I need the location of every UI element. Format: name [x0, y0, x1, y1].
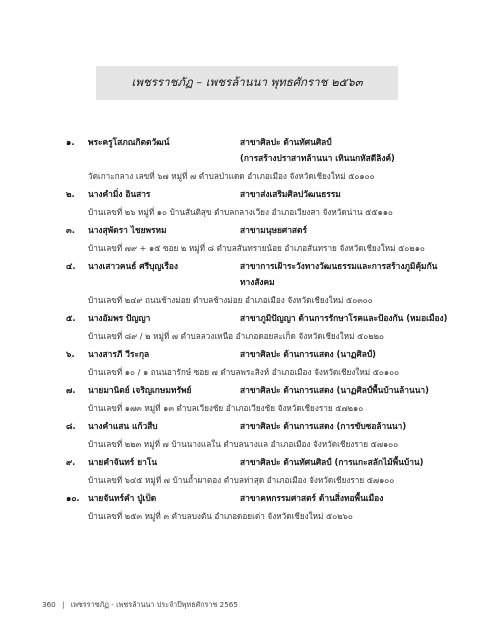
header-banner: [96, 66, 398, 100]
awardee-address: บ้านเลขที่ ๒๒๓ หมู่ที่ ๗ บ้านนางแลใน ตำบลนางแล อำเภอเมือง จังหวัดเชียงราย ๕๗๑๐๐: [88, 439, 399, 449]
awardee-list: [66, 134, 466, 526]
entry-number: ๔.: [66, 261, 76, 271]
awardee-address: บ้านเลขที่ ๒๕๓ หมู่ที่ ๓ ตำบลบงตัน อำเภอดอยเต่า จังหวัดเชียงใหม่ ๕๐๒๖๐: [88, 511, 353, 521]
entry-header-row: [66, 490, 466, 506]
awardee-name: นายจันทร์คำ ปู่เป็ด: [88, 493, 157, 503]
award-field-continuation: ทางสังคม: [240, 277, 275, 287]
awardee-address: บ้านเลขที่ ๑๗๓ หมู่ที่ ๑๓ ตำบลเวียงชัย อำเภอเวียงชัย จังหวัดเชียงราย ๕๗๒๑๐: [88, 403, 364, 413]
award-field: สาขาการเฝ้าระวังทางวัฒนธรรมและการสร้างภูมิคุ้มกัน: [240, 261, 438, 271]
awardee-name: นางคำมิ่ง อินสาร: [88, 189, 151, 199]
page-title: เพชรราชภัฏ – เพชรล้านนา พุทธศักราช ๒๕๖๓: [131, 75, 363, 89]
awardee-name: นางสุพัตรา ไชยพรหม: [88, 225, 167, 235]
awardee-entry: [66, 186, 466, 220]
awardee-name: นางคำแสน แก้วสืบ: [88, 421, 158, 431]
awardee-name: นางเสาวคนธ์ ศรีบุญเรือง: [88, 261, 178, 271]
awardee-name: นายมานิตย์ เจริญเกษมทรัพย์: [88, 385, 192, 395]
entry-number: ๑๐.: [66, 493, 80, 503]
entry-number: ๘.: [66, 421, 76, 431]
awardee-address: วัดเกาะกลาง เลขที่ ๖๗ หมู่ที่ ๗ ตำบลป่าแดด อำเภอเมือง จังหวัดเชียงใหม่ ๕๐๑๐๐: [88, 171, 375, 181]
page-number: 360: [42, 600, 56, 609]
entry-header-row: [66, 454, 466, 470]
award-field: สาขาศิลปะ ด้านการแสดง (การขับซอล้านนา): [240, 421, 407, 431]
entry-header-row: [66, 134, 466, 150]
award-field: สาขาศิลปะ ด้านทัศนศิลป์: [240, 137, 332, 147]
entry-number: ๗.: [66, 385, 76, 395]
entry-number: ๑.: [66, 137, 75, 147]
awardee-entry: [66, 490, 466, 524]
awardee-entry: [66, 134, 466, 184]
page-footer: [42, 600, 238, 611]
award-field: สาขาส่งเสริมศิลปวัฒนธรรม: [240, 189, 341, 199]
award-field: สาขาศิลปะ ด้านการแสดง (นาฏศิลป์): [240, 349, 376, 359]
entry-header-row: [66, 418, 466, 434]
awardee-entry: [66, 258, 466, 308]
awardee-entry: [66, 382, 466, 416]
awardee-address: บ้านเลขที่ ๗๙ + ๑๕ ซอย ๒ หมู่ที่ ๘ ตำบลสันทรายน้อย อำเภอสันทราย จังหวัดเชียงใหม่ ๕๐๒๑๐: [88, 243, 425, 253]
entry-number: ๓.: [66, 225, 75, 235]
footer-separator: |: [62, 600, 65, 609]
award-field: สาขาภูมิปัญญา ด้านการรักษาโรคและป้องกัน (หมอเมือง): [240, 313, 448, 323]
entry-number: ๖.: [66, 349, 75, 359]
awardee-name: พระครูโสภณกิตตวัฒน์: [88, 137, 170, 147]
awardee-name: นางสารภี วีระกุล: [88, 349, 150, 359]
awardee-entry: [66, 346, 466, 380]
entry-header-row: [66, 258, 466, 274]
awardee-entry: [66, 454, 466, 488]
entry-header-row: [66, 346, 466, 362]
awardee-address: บ้านเลขที่ ๖๔๕ หมู่ที่ ๗ บ้านถ้ำผาตอง ตำบลท่าสุด อำเภอเมือง จังหวัดเชียงราย ๕๗๑๐๐: [88, 475, 395, 485]
footer-text: เพชรราชภัฏ - เพชรล้านนา ประจำปีพุทธศักราช 2565: [70, 600, 238, 609]
entry-number: ๙.: [66, 457, 76, 467]
awardee-address: บ้านเลขที่ ๒๖ หมู่ที่ ๑๐ บ้านสันติสุข ตำบลกลางเวียง อำเภอเวียงสา จังหวัดน่าน ๕๕๑๑๐: [88, 207, 393, 217]
awardee-address: บ้านเลขที่ ๑๐ / ๑ ถนนอารักษ์ ซอย ๗ ตำบลพระสิงห์ อำเภอเมือง จังหวัดเชียงใหม่ ๕๐๑๐๐: [88, 367, 400, 377]
entry-header-row: [66, 186, 466, 202]
entry-header-row: [66, 382, 466, 398]
awardee-entry: [66, 418, 466, 452]
awardee-name: นางอัมพร ปัญญา: [88, 313, 151, 323]
awardee-entry: [66, 222, 466, 256]
entry-number: ๒.: [66, 189, 75, 199]
entry-header-row: [66, 222, 466, 238]
award-field-continuation: (การสร้างปราสาทล้านนา เทินนกหัสดีลิงค์): [240, 153, 395, 163]
awardee-address: บ้านเลขที่ ๘๙ / ๒ หมู่ที่ ๗ ตำบลลวงเหนือ อำเภอดอยสะเก็ด จังหวัดเชียงใหม่ ๕๐๒๒๐: [88, 331, 385, 341]
entry-number: ๕.: [66, 313, 76, 323]
awardee-entry: [66, 310, 466, 344]
award-field: สาขาศิลปะ ด้านการแสดง (นาฏศิลป์พื้นบ้านล้านนา): [240, 385, 429, 395]
award-field: สาขามนุษยศาสตร์: [240, 225, 307, 235]
award-field: สาขาคหกรรมศาสตร์ ด้านสิ่งทอพื้นเมือง: [240, 493, 384, 503]
entry-header-row: [66, 310, 466, 326]
awardee-name: นายคำจันทร์ ยาโน: [88, 457, 158, 467]
award-field: สาขาศิลปะ ด้านทัศนศิลป์ (การแกะสลักไม้พื้นบ้าน): [240, 457, 424, 467]
awardee-address: บ้านเลขที่ ๒๔๙ ถนนช้างม่อย ตำบลช้างม่อย อำเภอเมือง จังหวัดเชียงใหม่ ๕๐๓๐๐: [88, 295, 373, 305]
